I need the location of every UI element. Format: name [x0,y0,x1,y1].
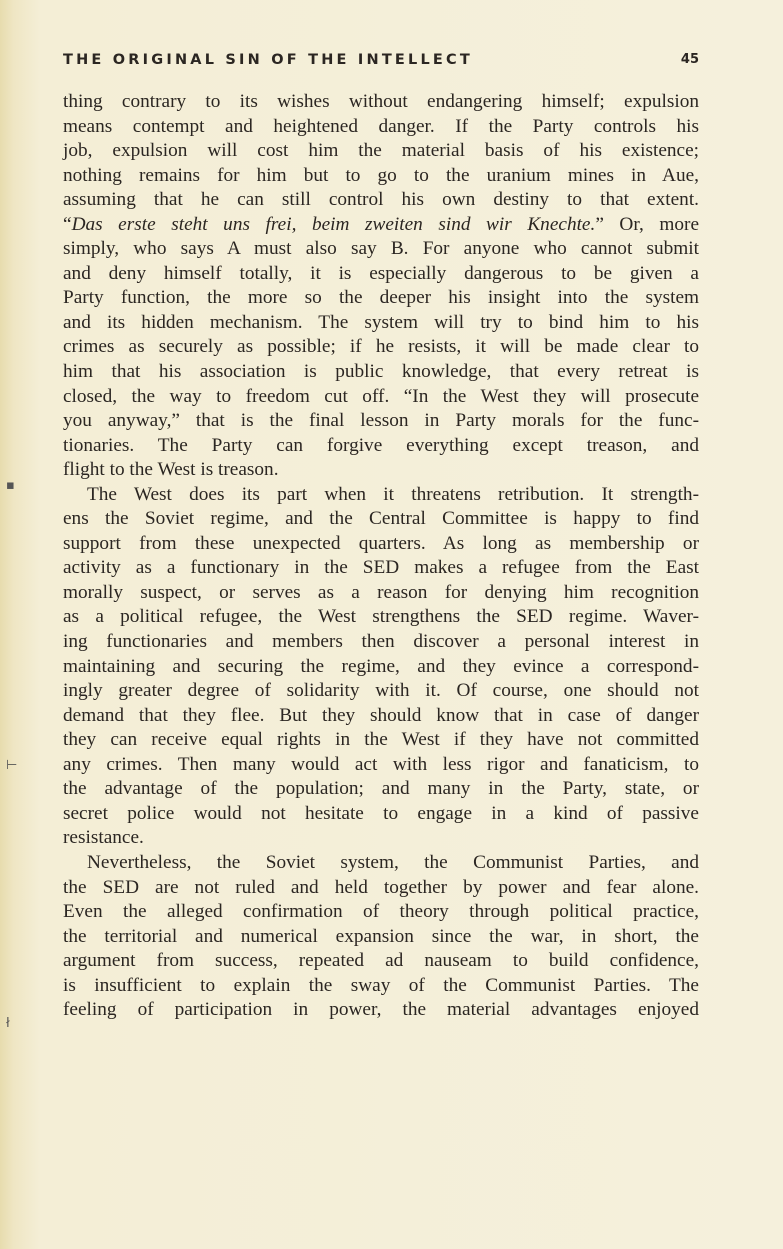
text-line: thing contrary to its wishes without endangering himself; expulsion [63,91,699,112]
paragraph-3 [63,851,699,1023]
text-line: resistance. [63,827,144,849]
text-line: maintaining and securing the regime, and they evince a correspond- [63,655,699,677]
text-line [63,213,699,238]
running-header [63,52,699,74]
margin-mark: ▪ [6,478,15,493]
body-text [63,90,699,1023]
text-line: secret police would not hesitate to engage in a kind of passive [63,802,699,824]
text-line: ens the Soviet regime, and the Central Committee is happy to find [63,508,699,530]
text-line: The West does its part when it threatens retribution. It strength- [87,483,699,505]
text-line: feeling of participation in power, the material advantages enjoyed [63,999,699,1021]
text-line: Even the alleged confirmation of theory through political practice, [63,901,699,923]
text-line: the territorial and numerical expansion since the war, in short, the [63,925,699,947]
text-line: any crimes. Then many would act with less rigor and fanaticism, to [63,753,699,775]
page-number: 45 [680,52,699,67]
text-line: him that his association is public knowledge, that every retreat is [63,361,699,383]
text-line: nothing remains for him but to go to the uranium mines in Aue, [63,164,699,186]
margin-mark: ⊢ [6,758,18,773]
text-line: crimes as securely as possible; if he resists, it will be made clear to [63,336,699,358]
text-line: you anyway,” that is the final lesson in Party morals for the func- [63,410,699,432]
text-line: means contempt and heightened danger. If the Party controls his [63,115,699,137]
text-line: closed, the way to freedom cut off. “In the West they will prosecute [63,385,699,407]
text-line: and deny himself totally, it is especially dangerous to be given a [63,262,699,284]
text-line: Nevertheless, the Soviet system, the Communist Parties, and [87,851,699,873]
text-line: simply, who says A must also say B. For anyone who cannot submit [63,238,699,260]
paragraph-1 [63,90,699,213]
text-line: argument from success, repeated ad nauseam to build confidence, [63,950,699,972]
text-line: they can receive equal rights in the West if they have not committed [63,729,699,751]
paragraph-1-continued [63,237,699,482]
text-line: morally suspect, or serves as a reason for denying him recognition [63,581,699,603]
quote-rest: ” Or, more [595,213,699,235]
text-line: activity as a functionary in the SED makes a refugee from the East [63,557,699,579]
margin-mark: ł [6,1016,10,1031]
text-line: the advantage of the population; and many in the Party, state, or [63,778,699,800]
text-line: as a political refugee, the West strengthens the SED regime. Waver- [63,606,699,628]
text-line: job, expulsion will cost him the material basis of his existence; [63,140,699,162]
text-line: ingly greater degree of solidarity with it. Of course, one should not [63,680,699,702]
text-line: Party function, the more so the deeper his insight into the system [63,287,699,309]
text-line: support from these unexpected quarters. As long as membership or [63,532,699,554]
text-line: is insufficient to explain the sway of the Communist Parties. The [63,974,699,996]
paragraph-2 [63,483,699,851]
text-line: ing functionaries and members then discover a personal interest in [63,631,699,653]
text-line: tionaries. The Party can forgive everything except treason, and [63,434,699,456]
text-line: flight to the West is treason. [63,459,279,481]
text-line: the SED are not ruled and held together by power and fear alone. [63,876,699,898]
text-line: assuming that he can still control his own destiny to that extent. [63,189,699,211]
chapter-title: THE ORIGINAL SIN OF THE INTELLECT [63,52,473,68]
german-quote: Das erste steht uns frei, beim zweiten sind wir Knechte. [71,213,596,235]
text-line: demand that they flee. But they should know that in case of danger [63,704,699,726]
text-line: and its hidden mechanism. The system will try to bind him to his [63,311,699,333]
quote-open: “ [63,213,72,235]
